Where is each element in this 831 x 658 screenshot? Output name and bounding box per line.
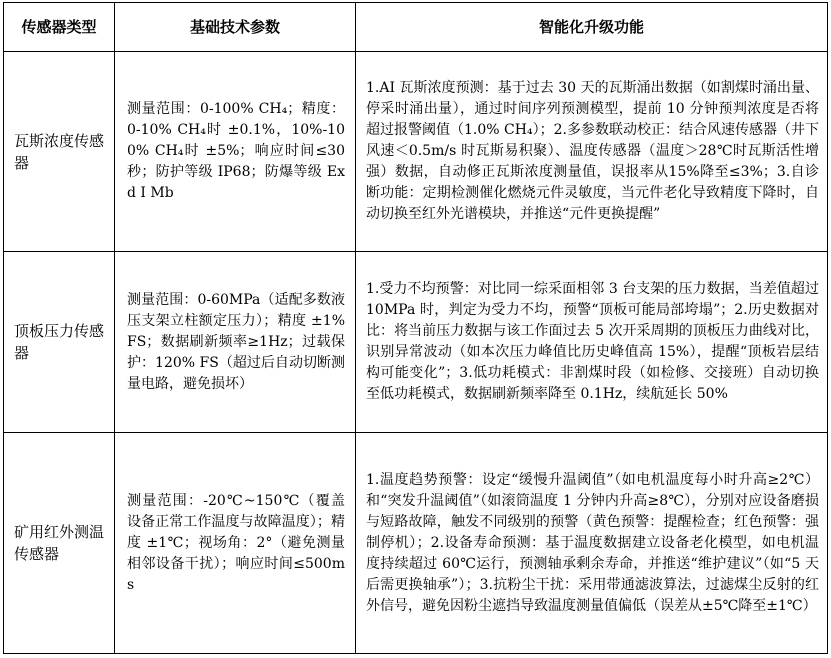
basic-params-cell xyxy=(115,433,356,654)
smart-upgrade-text: 1.受力不均预警：对比同一综采面相邻 3 台支架的压力数据，当差值超过 10MPa 时，判定为受力不均，预警“顶板可能局部垮塌”；2.历史数据对比：将当前压力数据与该工作面过去 5 次开采周期的顶板压力曲线对比，识别异常波动（如本次压力峰值比历史峰值高 15%），提醒“顶板岩层结构可能变化”；3.低功耗模式：非割煤时段（如检修、交接班）自动切换至低功耗模式，数据刷新频率降至 0.1Hz，续航延长 50% xyxy=(366,281,819,402)
table-row xyxy=(4,433,828,654)
header-smart-upgrade: 智能化升级功能 xyxy=(356,3,828,52)
basic-params-cell xyxy=(115,52,356,252)
basic-params-text: 测量范围：0-100% CH₄；精度：0-10% CH₄时 ±0.1%，10%-100% CH₄时 ±5%；响应时间≤30 秒；防护等级 IP68；防爆等级 Ex d I Mb xyxy=(127,101,345,201)
table-header-row xyxy=(4,3,828,52)
basic-params-text: 测量范围：0-60MPa（适配多数液压支架立柱额定压力）；精度 ±1% FS；数据刷新频率≥1Hz；过载保护：120% FS（超过后自动切断测量电路，避免损坏） xyxy=(127,291,345,392)
smart-upgrade-cell xyxy=(356,52,828,252)
smart-upgrade-text: 1.AI 瓦斯浓度预测：基于过去 30 天的瓦斯涌出数据（如割煤时涌出量、停采时涌出量），通过时间序列预测模型，提前 10 分钟预判浓度是否将超过报警阈值（1.0% CH₄）；2.多参数联动校正：结合风速传感器（井下风速＜0.5m/s 时瓦斯易积聚）、温度传感器（温度＞28℃时瓦斯活性增强）数据，自动修正瓦斯浓度测量值，误报率从15%降至≤3%；3.自诊断功能：定期检测催化燃烧元件灵敏度，当元件老化导致精度下降时，自动切换至红外光谱模块，并推送“元件更换提醒” xyxy=(366,80,819,222)
sensor-type-cell xyxy=(4,252,115,433)
sensor-type-cell xyxy=(4,52,115,252)
sensor-spec-table xyxy=(3,2,828,654)
smart-upgrade-cell xyxy=(356,433,828,654)
sensor-type-cell xyxy=(4,433,115,654)
header-sensor-type: 传感器类型 xyxy=(4,3,115,52)
header-basic-params: 基础技术参数 xyxy=(115,3,356,52)
basic-params-cell xyxy=(115,252,356,433)
table-row xyxy=(4,52,828,252)
table-row xyxy=(4,252,828,433)
sensor-type-text: 顶板压力传感器 xyxy=(14,322,105,362)
smart-upgrade-text: 1.温度趋势预警：设定“缓慢升温阈值”（如电机温度每小时升高≥2℃）和“突发升温阈值”（如滚筒温度 1 分钟内升高≥8℃），分别对应设备磨损与短路故障，触发不同级别的预警（黄色预警：提醒检查；红色预警：强制停机）；2.设备寿命预测：基于温度数据建立设备老化模型，如电机温度持续超过 60℃运行，预测轴承剩余寿命，并推送“维护建议”（如“5 天后需更换轴承”）；3.抗粉尘干扰：采用带通滤波算法，过滤煤尘反射的红外信号，避免因粉尘遮挡导致温度测量值偏低（误差从±5℃降至±1℃） xyxy=(366,471,819,614)
basic-params-text: 测量范围：-20℃~150℃（覆盖设备正常工作温度与故障温度）；精度 ±1℃；视场角：2°（避免测量相邻设备干扰）；响应时间≤500ms xyxy=(127,492,345,593)
smart-upgrade-cell xyxy=(356,252,828,433)
sensor-type-text: 瓦斯浓度传感器 xyxy=(14,131,105,172)
sensor-type-text: 矿用红外测温传感器 xyxy=(14,523,105,563)
